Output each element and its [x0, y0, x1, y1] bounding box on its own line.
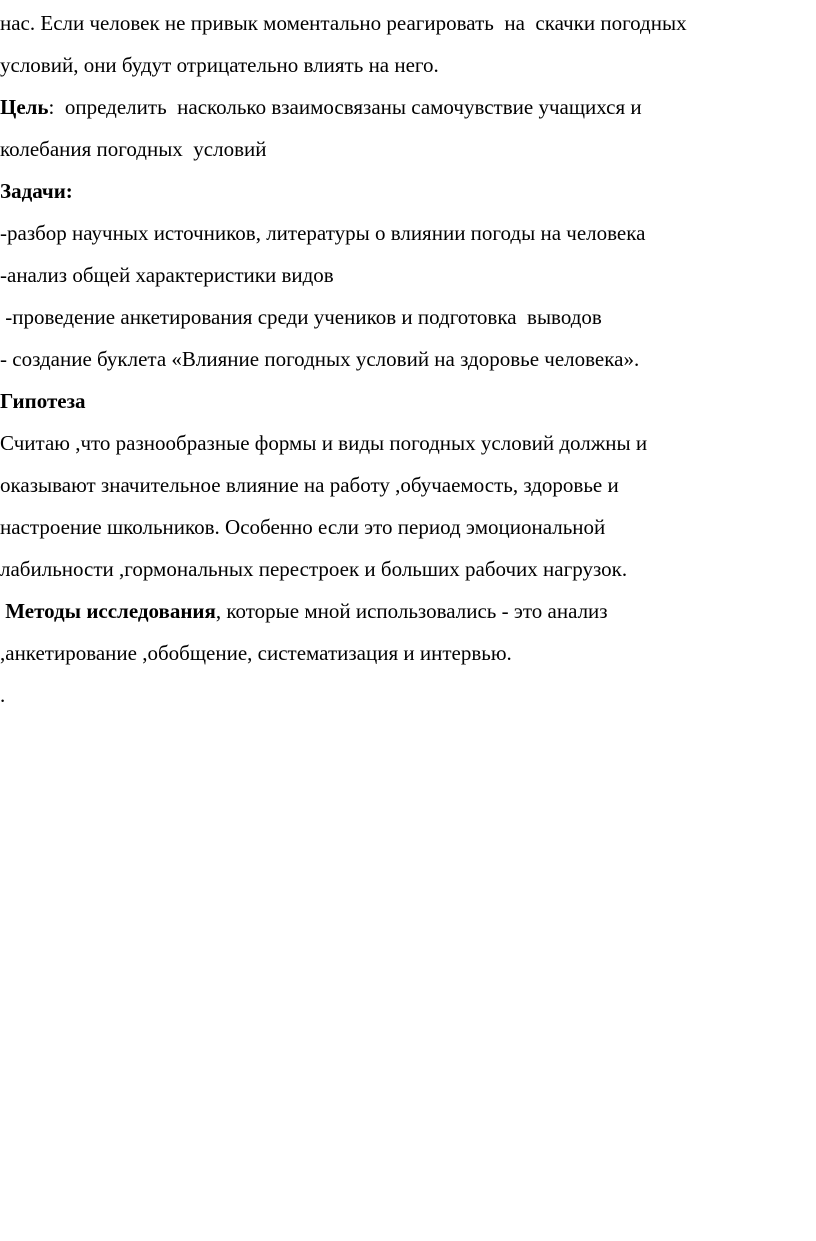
methods-label: Методы исследования — [5, 599, 216, 623]
intro-line-1: нас. Если человек не привык моментально реагировать на скачки погодных — [0, 11, 687, 35]
task-item-1: -разбор научных источников, литературы о влиянии погоды на человека — [0, 221, 646, 245]
task-item-3: -проведение анкетирования среди учеников и подготовка выводов — [0, 305, 602, 329]
trailing-dot: . — [0, 683, 6, 707]
task-item-4: - создание буклета «Влияние погодных условий на здоровье человека». — [0, 347, 640, 371]
hypothesis-line-2: оказывают значительное влияние на работу ,обучаемость, здоровье и — [0, 473, 619, 497]
goal-line-1 — [0, 86, 800, 128]
methods-line-2: ,анкетирование ,обобщение, систематизация и интервью. — [0, 641, 512, 665]
hypothesis-line-3: настроение школьников. Особенно если это период эмоциональной — [0, 515, 606, 539]
methods-text: , которые мной использовались - это анализ — [215, 599, 608, 623]
goal-label: Цель — [0, 95, 49, 119]
hypothesis-line-1: Считаю ,что разнообразные формы и виды погодных условий должны и — [0, 431, 648, 455]
tasks-heading: Задачи: — [0, 179, 73, 203]
goal-text: : определить насколько взаимосвязаны самочувствие учащихся и — [48, 95, 642, 119]
task-item-2: -анализ общей характеристики видов — [0, 263, 334, 287]
hypothesis-line-4: лабильности ,гормональных перестроек и больших рабочих нагрузок. — [0, 557, 628, 581]
methods-line-1 — [0, 590, 800, 632]
intro-line-2: условий, они будут отрицательно влиять на него. — [0, 53, 439, 77]
hypothesis-heading: Гипотеза — [0, 389, 86, 413]
goal-line-2: колебания погодных условий — [0, 137, 267, 161]
